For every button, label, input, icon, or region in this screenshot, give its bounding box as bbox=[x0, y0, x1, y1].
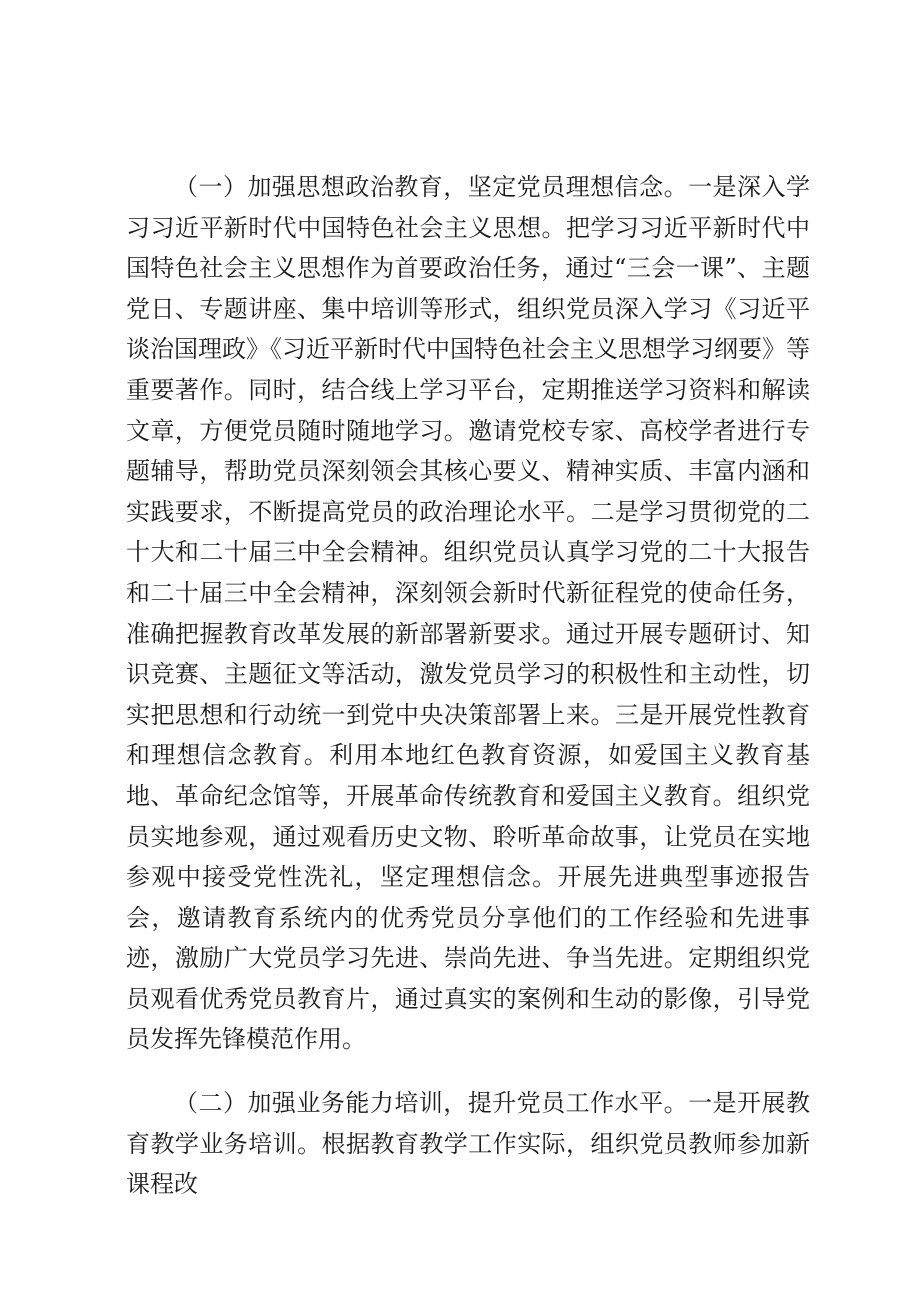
paragraph-section-2 bbox=[126, 1083, 810, 1205]
paragraph-section-1 bbox=[126, 167, 810, 1060]
body-paragraph: （一）加强思想政治教育，坚定党员理想信念。一是深入学习习近平新时代中国特色社会主义思想。把学习习近平新时代中国特色社会主义思想作为首要政治任务，通过“三会一课”、主题党日、专题讲座、集中培训等形式，组织党员深入学习《习近平谈治国理政》《习近平新时代中国特色社会主义思想学习纲要》等重要著作。同时，结合线上学习平台，定期推送学习资料和解读文章，方便党员随时随地学习。邀请党校专家、高校学者进行专题辅导，帮助党员深刻领会其核心要义、精神实质、丰富内涵和实践要求，不断提高党员的政治理论水平。二是学习贯彻党的二十大和二十届三中全会精神。组织党员认真学习党的二十大报告和二十届三中全会精神，深刻领会新时代新征程党的使命任务，准确把握教育改革发展的新部署新要求。通过开展专题研讨、知识竞赛、主题征文等活动，激发党员学习的积极性和主动性，切实把思想和行动统一到党中央决策部署上来。三是开展党性教育和理想信念教育。利用本地红色教育资源，如爱国主义教育基地、革命纪念馆等，开展革命传统教育和爱国主义教育。组织党员实地参观，通过观看历史文物、聆听革命故事，让党员在实地参观中接受党性洗礼，坚定理想信念。开展先进典型事迹报告会，邀请教育系统内的优秀党员分享他们的工作经验和先进事迹，激励广大党员学习先进、崇尚先进、争当先进。定期组织党员观看优秀党员教育片，通过真实的案例和生动的影像，引导党员发挥先锋模范作用。 bbox=[126, 173, 810, 1054]
body-paragraph: （二）加强业务能力培训，提升党员工作水平。一是开展教育教学业务培训。根据教育教学工作实际，组织党员教师参加新课程改 bbox=[126, 1089, 810, 1199]
